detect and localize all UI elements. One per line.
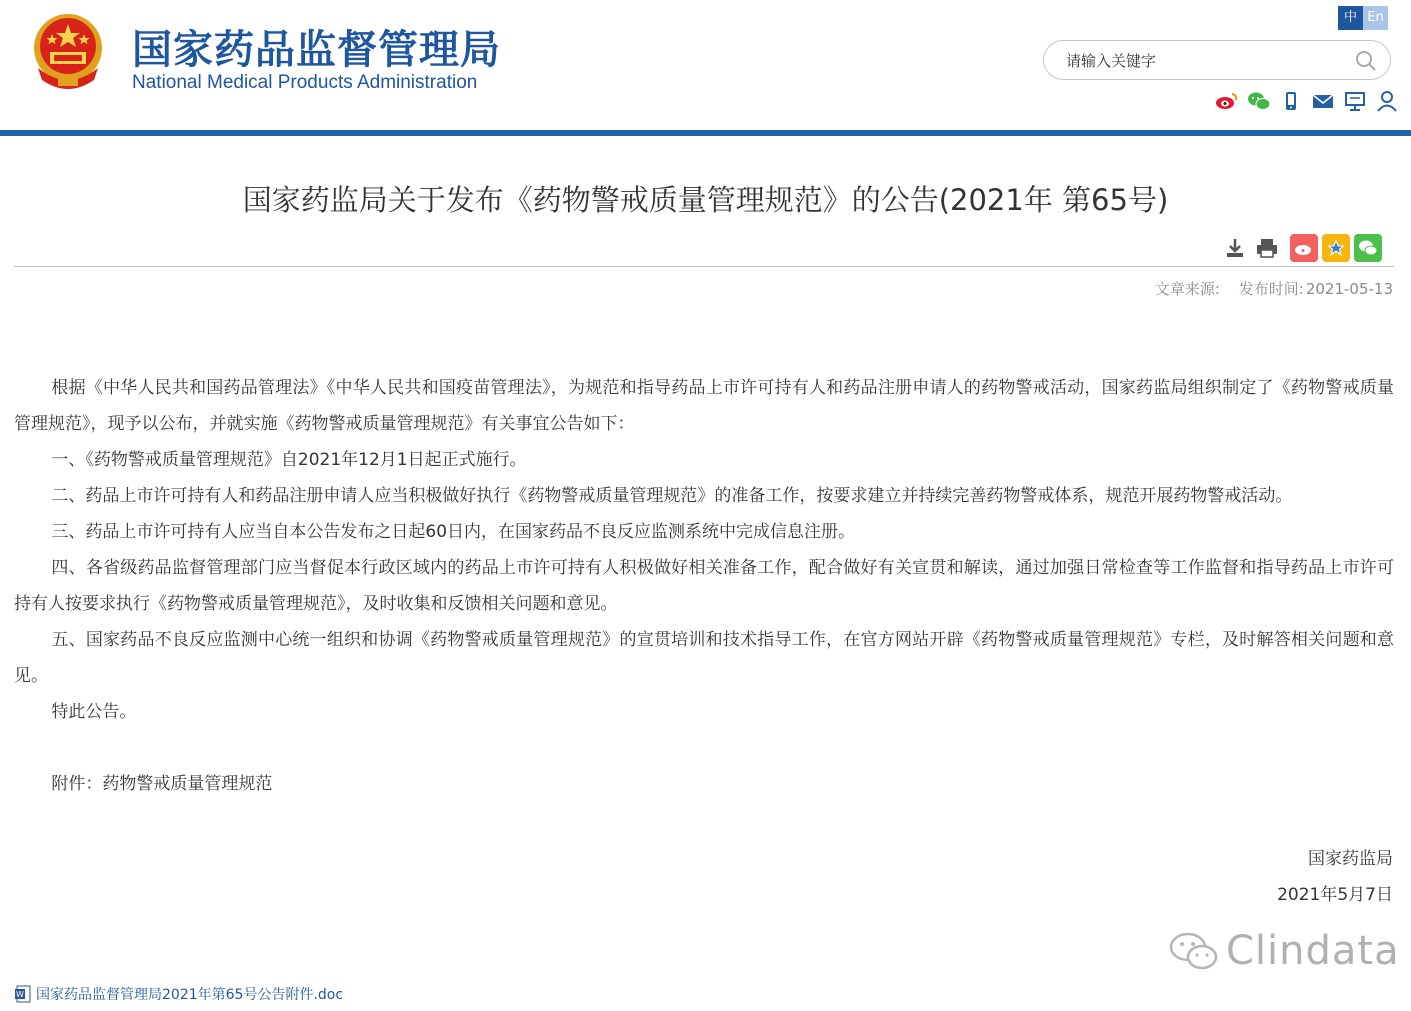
search-icon[interactable] [1354,49,1378,73]
article-meta [1141,278,1393,299]
social-links [1214,90,1400,112]
weibo-icon[interactable] [1214,90,1240,112]
svg-text:W: W [16,990,24,999]
feedback-icon[interactable] [1342,90,1368,112]
paragraph: 一、《药物警戒质量管理规范》自2021年12月1日起正式施行。 [51,450,527,470]
share-wechat-icon[interactable] [1354,234,1382,262]
user-icon[interactable] [1374,90,1400,112]
signature: 国家药监局 [1308,849,1393,869]
search-input[interactable] [1064,49,1348,73]
national-emblem-icon[interactable] [30,12,106,92]
article-body [14,370,1394,802]
site-subtitle: National Medical Products Administration [132,72,478,93]
watermark-text: Clindata [1226,928,1400,974]
attachment-line: 附件：药物警戒质量管理规范 [51,774,273,794]
language-switch [1338,6,1388,30]
attachment-link[interactable]: 国家药品监督管理局2021年第65号公告附件.doc [36,987,344,1003]
sign-date: 2021年5月7日 [1277,885,1393,905]
download-icon[interactable] [1222,235,1248,261]
share-weibo-icon[interactable] [1290,234,1318,262]
article-tools [1222,234,1382,262]
header-divider [0,130,1411,136]
paragraph: 三、药品上市许可持有人应当自本公告发布之日起60日内，在国家药品不良反应监测系统中完成信息注册。 [51,522,856,542]
mail-icon[interactable] [1310,90,1336,112]
search-box [1043,40,1391,80]
site-title[interactable]: 国家药品监督管理局 [132,27,501,73]
publish-date: 2021-05-13 [1305,280,1393,298]
lang-zh-button[interactable]: 中 [1338,6,1363,30]
paragraph: 二、药品上市许可持有人和药品注册申请人应当积极做好执行《药物警戒质量管理规范》的准备工作，按要求建立并持续完善药物警戒体系，规范开展药物警戒活动。 [51,486,1293,506]
date-label: 发布时间: [1238,280,1304,298]
mobile-icon[interactable] [1278,90,1304,112]
word-doc-icon [14,985,32,1003]
paragraph: 五、国家药品不良反应监测中心统一组织和协调《药物警戒质量管理规范》的宣贯培训和技术指导工作，在官方网站开辟《药物警戒质量管理规范》专栏，及时解答相关问题和意见。 [14,630,1394,686]
paragraph: 特此公告。 [51,702,137,722]
lang-en-button[interactable]: En [1363,6,1388,30]
title-divider [14,266,1394,267]
paragraph: 根据《中华人民共和国药品管理法》《中华人民共和国疫苗管理法》，为规范和指导药品上市许可持有人和药品注册申请人的药物警戒活动，国家药监局组织制定了《药物警戒质量管理规范》，现予以公布，并就实施《药物警戒质量管理规范》有关事宜公告如下： [14,378,1394,434]
watermark [1168,928,1400,974]
paragraph: 四、各省级药品监督管理部门应当督促本行政区域内的药品上市许可持有人积极做好相关准备工作，配合做好有关宣贯和解读，通过加强日常检查等工作监督和指导药品上市许可持有人按要求执行《药物警戒质量管理规范》，及时收集和反馈相关问题和意见。 [14,558,1394,614]
wechat-watermark-icon [1168,930,1220,972]
article-title: 国家药监局关于发布《药物警戒质量管理规范》的公告(2021年 第65号) [242,183,1169,217]
share-qzone-icon[interactable] [1322,234,1350,262]
source-label: 文章来源: [1154,280,1220,298]
wechat-icon[interactable] [1246,90,1272,112]
print-icon[interactable] [1254,235,1280,261]
site-header [0,0,1411,132]
attachment [14,984,343,1004]
spacer [14,730,1394,766]
